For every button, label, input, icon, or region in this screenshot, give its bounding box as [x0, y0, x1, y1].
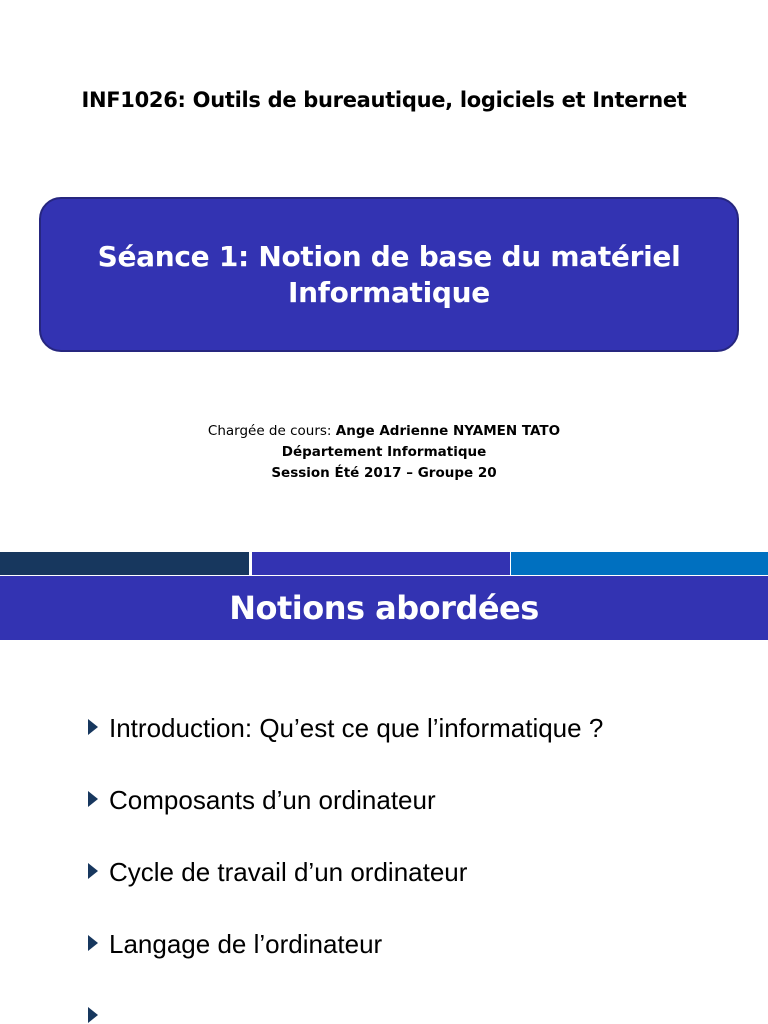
lecturer-label: Chargée de cours:: [207, 423, 336, 439]
list-item-text: Composants d’un ordinateur: [109, 785, 436, 815]
credits-block: [0, 421, 768, 484]
list-item: [0, 924, 768, 996]
lecturer-name: Ange Adrienne NYAMEN TATO: [335, 423, 561, 439]
list-item: [0, 780, 768, 852]
list-item-text: Cycle de travail d’un ordinateur: [109, 857, 468, 887]
triangle-right-icon: [88, 863, 98, 879]
list-item-text: Langage de l’ordinateur: [109, 929, 383, 959]
triangle-right-icon: [88, 935, 98, 951]
session-info: Session Été 2017 – Groupe 20: [271, 465, 497, 481]
header-bar-dark-navy: [0, 552, 249, 575]
session-title-line-2: Informatique: [288, 275, 490, 309]
slide-title: Notions abordées: [229, 589, 539, 627]
department: Département Informatique: [281, 444, 487, 460]
list-item: [0, 708, 768, 780]
header-bar-blue: [511, 552, 768, 575]
topics-slide: [0, 552, 768, 1024]
triangle-right-icon: [88, 791, 98, 807]
course-title: INF1026: Outils de bureautique, logiciels et Internet: [81, 88, 687, 112]
triangle-right-icon: [88, 1007, 98, 1023]
session-title-box: [39, 197, 739, 352]
header-bar-indigo: [252, 552, 510, 575]
list-item: [0, 852, 768, 924]
topics-list: [0, 708, 768, 1024]
lecturer-line: [0, 421, 768, 442]
list-item: [0, 996, 768, 1024]
list-item-text: Introduction: Qu’est ce que l’informatique ?: [109, 713, 604, 743]
session-title-line-1: Séance 1: Notion de base du matériel: [97, 239, 681, 273]
slide-title-band: [0, 576, 768, 640]
triangle-right-icon: [88, 719, 98, 735]
